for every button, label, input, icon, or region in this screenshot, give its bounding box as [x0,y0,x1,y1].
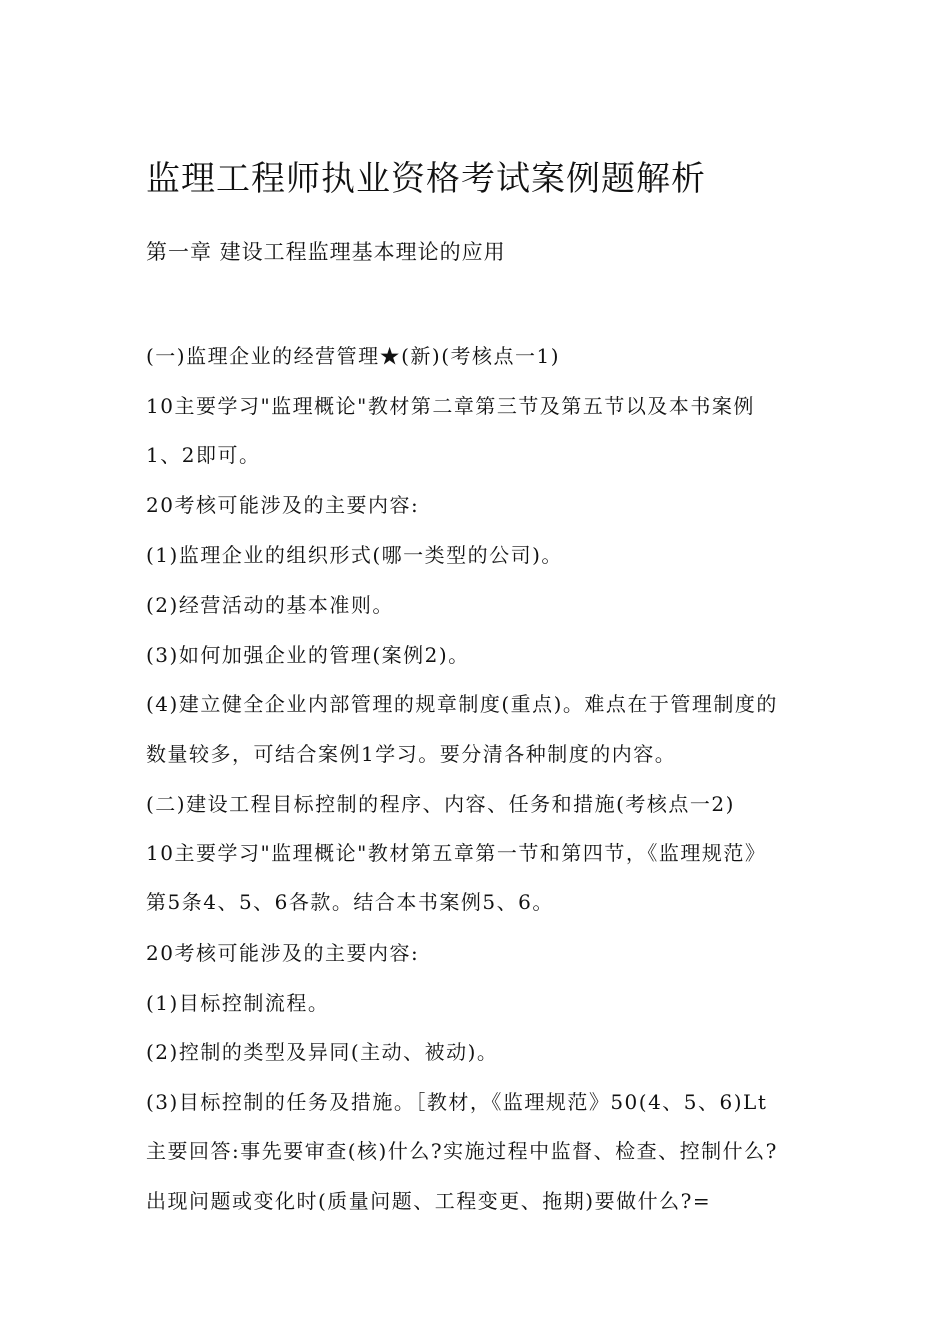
paragraph-line: 出现问题或变化时(质量问题、工程变更、拖期)要做什么?= [146,1189,712,1213]
paragraph-line: 20考核可能涉及的主要内容: [146,941,420,965]
paragraph-line: 数量较多，可结合案例1学习。要分清各种制度的内容。 [146,742,677,766]
list-item: (2)控制的类型及异同(主动、被动)。 [146,1040,499,1064]
list-item: (3)目标控制的任务及措施。［教材，《监理规范》50(4、5、6)Lt [146,1090,768,1114]
paragraph-line: 10主要学习"监理概论"教材第五章第一节和第四节，《监理规范》 [146,841,767,865]
paragraph-line: 20考核可能涉及的主要内容: [146,493,420,517]
section-heading-2: (二)建设工程目标控制的程序、内容、任务和措施(考核点一2) [146,792,735,816]
paragraph-line: 主要回答:事先要审查(核)什么?实施过程中监督、检查、控制什么? [146,1139,778,1163]
list-item: (1)目标控制流程。 [146,991,330,1015]
paragraph-line: 第5条4、5、6各款。结合本书案例5、6。 [146,890,554,914]
paragraph-line: 10主要学习"监理概论"教材第二章第三节及第五节以及本书案例 [146,394,755,418]
list-item: (1)监理企业的组织形式(哪一类型的公司)。 [146,543,563,567]
list-item: (4)建立健全企业内部管理的规章制度(重点)。难点在于管理制度的 [146,692,778,716]
paragraph-line: 1、2即可。 [146,443,261,467]
chapter-heading: 第一章 建设工程监理基本理论的应用 [146,240,506,264]
list-item: (3)如何加强企业的管理(案例2)。 [146,643,470,667]
section-heading-1: (一)监理企业的经营管理★(新)(考核点一1) [146,344,561,368]
list-item: (2)经营活动的基本准则。 [146,593,394,617]
document-title: 监理工程师执业资格考试案例题解析 [146,158,706,199]
